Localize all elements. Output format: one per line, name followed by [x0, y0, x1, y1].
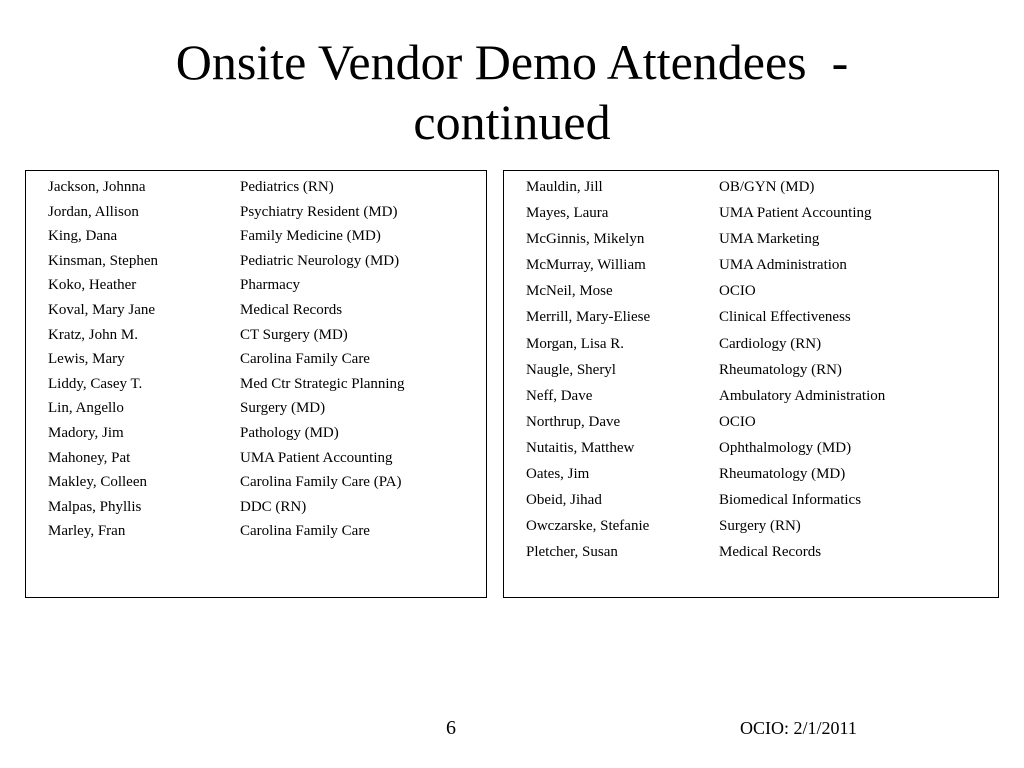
- attendee-name: Jackson, Johnna: [48, 179, 146, 195]
- attendee-department: Medical Records: [719, 544, 822, 561]
- attendee-row: [26, 374, 486, 399]
- attendee-department: Biomedical Informatics: [719, 492, 862, 509]
- attendee-department: UMA Patient Accounting: [719, 205, 872, 222]
- attendee-row: [504, 281, 998, 307]
- attendee-row: [504, 255, 998, 281]
- attendee-name: Koko, Heather: [48, 277, 137, 294]
- slide-title: [0, 32, 1024, 152]
- attendee-name: Lin, Angello: [48, 400, 124, 417]
- attendee-department: Carolina Family Care: [240, 523, 370, 540]
- attendee-row: [26, 251, 486, 276]
- attendee-row: [504, 203, 998, 229]
- attendee-row: [26, 275, 486, 300]
- attendee-department: CT Surgery (MD): [240, 326, 348, 343]
- attendee-row: [26, 423, 486, 448]
- attendee-name: McGinnis, Mikelyn: [526, 231, 645, 248]
- attendee-department: DDC (RN): [240, 498, 307, 515]
- attendee-name: Mayes, Laura: [526, 205, 609, 222]
- slide-page-number: 6: [446, 717, 456, 739]
- attendee-department: Surgery (MD): [240, 400, 326, 417]
- attendee-name: Northrup, Dave: [526, 413, 621, 430]
- attendee-name: Mauldin, Jill: [526, 179, 603, 195]
- attendee-name: Obeid, Jihad: [526, 492, 602, 509]
- attendee-name: Jordan, Allison: [48, 203, 139, 220]
- attendee-department: Pharmacy: [240, 277, 300, 294]
- attendee-name: Liddy, Casey T.: [48, 375, 143, 392]
- attendee-row: [26, 177, 486, 202]
- attendee-name: McNeil, Mose: [526, 283, 613, 300]
- slide-title-line-1: Onsite Vendor Demo Attendees -: [175, 34, 849, 90]
- attendee-row: [504, 412, 998, 438]
- attendee-department: UMA Patient Accounting: [240, 449, 393, 466]
- attendee-department: OCIO: [719, 283, 756, 300]
- attendee-row: [26, 521, 486, 546]
- attendee-department: Med Ctr Strategic Planning: [240, 375, 405, 392]
- attendee-row: [504, 386, 998, 412]
- attendee-department: Rheumatology (RN): [719, 361, 842, 378]
- attendee-name: Oates, Jim: [526, 466, 590, 483]
- attendee-name: Naugle, Sheryl: [526, 361, 616, 378]
- attendee-list-right: [503, 170, 999, 598]
- attendee-list-left: [25, 170, 487, 598]
- attendee-name: Merrill, Mary-Eliese: [526, 309, 651, 326]
- attendee-name: McMurray, William: [526, 257, 646, 274]
- attendee-row: [26, 349, 486, 374]
- attendee-row: [504, 542, 998, 568]
- attendee-name: Kratz, John M.: [48, 326, 138, 343]
- attendee-department: Rheumatology (MD): [719, 466, 846, 483]
- attendee-rows-left: [26, 177, 486, 546]
- attendee-row: [504, 516, 998, 542]
- attendee-name: Mahoney, Pat: [48, 449, 131, 466]
- attendee-name: Koval, Mary Jane: [48, 301, 156, 318]
- attendee-row: [504, 229, 998, 255]
- attendee-name: Pletcher, Susan: [526, 544, 618, 561]
- attendee-row: [504, 464, 998, 490]
- attendee-name: Kinsman, Stephen: [48, 252, 158, 269]
- attendee-department: Surgery (RN): [719, 518, 801, 535]
- attendee-department: UMA Administration: [719, 257, 847, 274]
- attendee-row: [504, 177, 998, 203]
- attendee-name: Makley, Colleen: [48, 474, 148, 491]
- attendee-rows-right: [504, 177, 998, 568]
- attendee-department: Family Medicine (MD): [240, 228, 381, 245]
- attendee-row: [504, 438, 998, 464]
- attendee-name: Marley, Fran: [48, 523, 126, 540]
- slide-title-line-2: continued: [413, 94, 611, 150]
- attendee-department: Pathology (MD): [240, 424, 339, 441]
- attendee-department: Cardiology (RN): [719, 335, 822, 352]
- attendee-row: [504, 334, 998, 360]
- attendee-row: [504, 307, 998, 333]
- attendee-row: [26, 300, 486, 325]
- attendee-department: Carolina Family Care (PA): [240, 474, 402, 491]
- attendee-row: [504, 490, 998, 516]
- attendee-department: Clinical Effectiveness: [719, 309, 851, 326]
- attendee-department: OCIO: [719, 413, 756, 430]
- slide-footer: OCIO: 2/1/2011: [740, 718, 857, 738]
- attendee-department: Psychiatry Resident (MD): [240, 203, 398, 220]
- attendee-department: Ophthalmology (MD): [719, 439, 852, 456]
- attendee-department: Ambulatory Administration: [719, 387, 886, 404]
- attendee-row: [26, 226, 486, 251]
- attendee-name: Malpas, Phyllis: [48, 498, 142, 515]
- attendee-department: Carolina Family Care: [240, 351, 370, 368]
- attendee-name: Owczarske, Stefanie: [526, 518, 650, 535]
- attendee-department: Pediatric Neurology (MD): [240, 252, 400, 269]
- attendee-row: [26, 325, 486, 350]
- attendee-department: UMA Marketing: [719, 231, 820, 248]
- attendee-row: [26, 497, 486, 522]
- attendee-department: Medical Records: [240, 301, 343, 318]
- attendee-name: Madory, Jim: [48, 424, 124, 441]
- attendee-name: King, Dana: [48, 228, 118, 245]
- attendee-department: OB/GYN (MD): [719, 179, 815, 195]
- attendee-row: [26, 398, 486, 423]
- attendee-row: [26, 472, 486, 497]
- attendee-name: Nutaitis, Matthew: [526, 439, 635, 456]
- attendee-row: [26, 202, 486, 227]
- attendee-name: Morgan, Lisa R.: [526, 335, 625, 352]
- attendee-department: Pediatrics (RN): [240, 179, 334, 195]
- attendee-name: Lewis, Mary: [48, 351, 125, 368]
- attendee-name: Neff, Dave: [526, 387, 593, 404]
- attendee-row: [26, 448, 486, 473]
- attendee-row: [504, 360, 998, 386]
